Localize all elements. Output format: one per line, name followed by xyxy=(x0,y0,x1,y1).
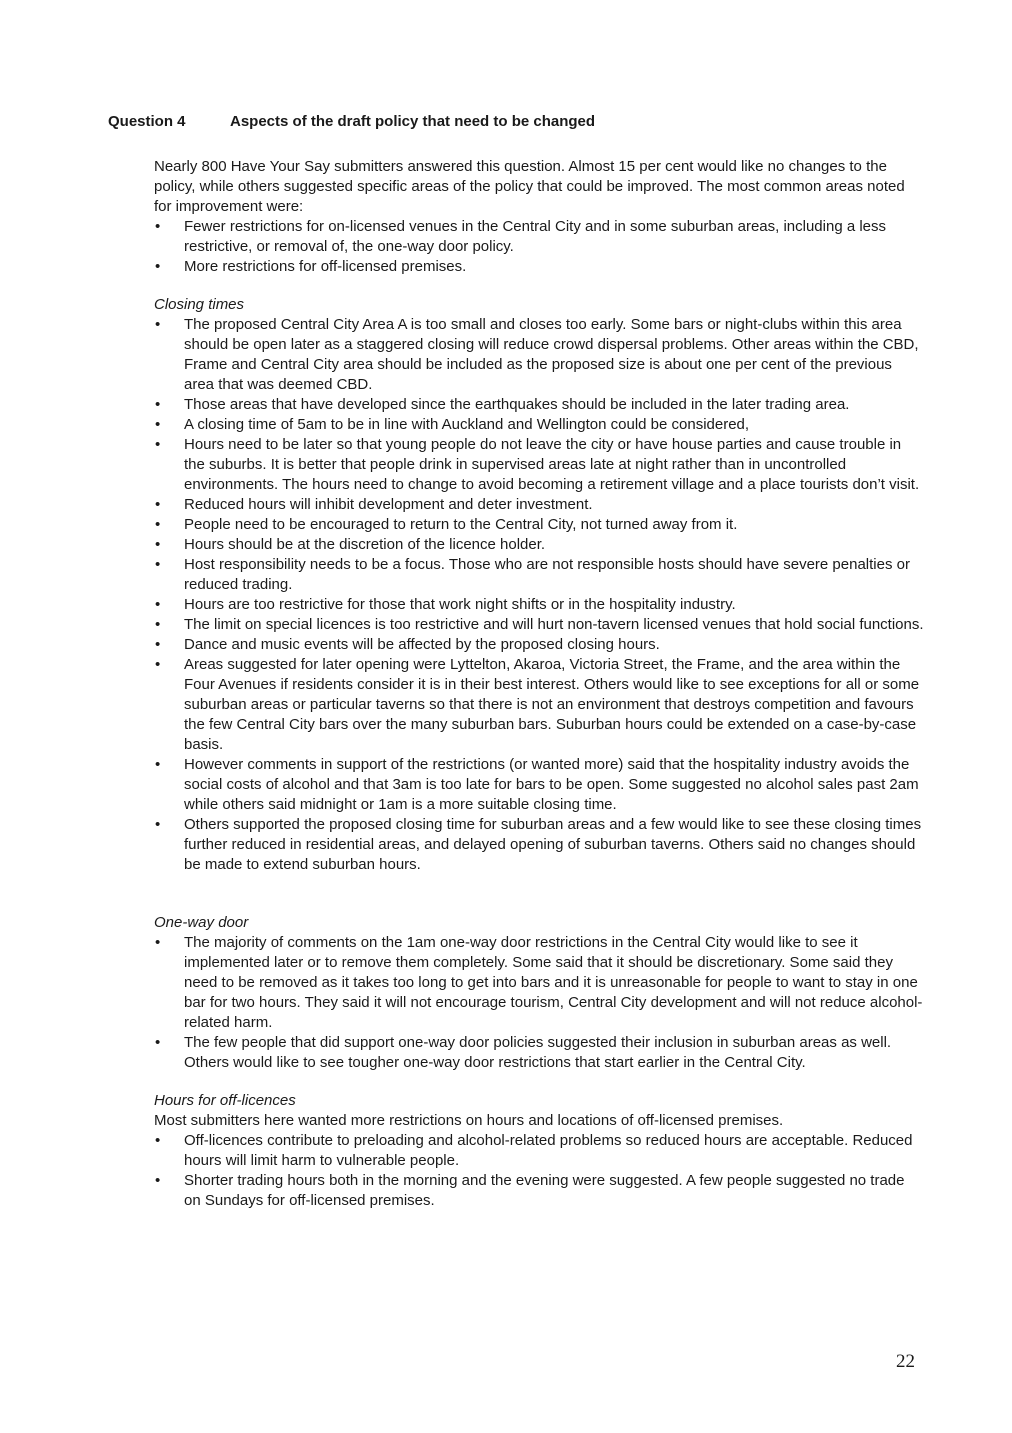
question-title: Aspects of the draft policy that need to be changed xyxy=(230,113,596,130)
intro-paragraph: Nearly 800 Have Your Say submitters answered this question. Almost 15 per cent would like no changes to the policy, while others suggested specific areas of the policy that could be improved. The most common areas noted for improvement were: xyxy=(154,158,905,215)
list-item: • Shorter trading hours both in the morning and the evening were suggested. A few people suggested no trade on Sundays for off-licensed premises. xyxy=(154,1171,924,1211)
list-item: • Areas suggested for later opening were Lyttelton, Akaroa, Victoria Street, the Frame, and the area within the Four Avenues if residents consider it is in their best interest. Others would like to see exceptions for all or some suburban areas or particular taverns so that there is not an environment that destroys competition and favours the few Central City bars over the many suburban bars. Suburban hours could be extended on a case-by-case basis. xyxy=(154,655,924,755)
list-item: • Hours should be at the discretion of the licence holder. xyxy=(154,535,924,555)
list-item: • The proposed Central City Area A is too small and closes too early. Some bars or night-clubs within this area should be open later as a staggered closing will reduce crowd dispersal problems. Other areas within the CBD, Frame and Central City area should be included as the proposed size is about one per cent of the previous area that was deemed CBD. xyxy=(154,315,924,395)
list-item: • Fewer restrictions for on-licensed venues in the Central City and in some suburban areas, including a less restrictive, or removal of, the one-way door policy. xyxy=(154,217,924,257)
list-item: • Reduced hours will inhibit development and deter investment. xyxy=(154,495,924,515)
page-number: 22 xyxy=(896,1351,915,1372)
off-licences-bullet-list xyxy=(154,1131,924,1211)
list-item: • The limit on special licences is too restrictive and will hurt non-tavern licensed venues that hold social functions. xyxy=(154,615,924,635)
list-item: • Host responsibility needs to be a focus. Those who are not responsible hosts should have severe penalties or reduced trading. xyxy=(154,555,924,595)
closing-times-bullet-list xyxy=(154,315,924,875)
question-number: Question 4 xyxy=(108,113,186,130)
one-way-door-subheading: One-way door xyxy=(154,914,249,931)
list-item: • Others supported the proposed closing time for suburban areas and a few would like to see these closing times further reduced in residential areas, and delayed opening of suburban taverns. Others said no changes should be made to extend suburban hours. xyxy=(154,815,924,875)
list-item: • Dance and music events will be affected by the proposed closing hours. xyxy=(154,635,924,655)
list-item: • Those areas that have developed since the earthquakes should be included in the later trading area. xyxy=(154,395,924,415)
off-licences-intro: Most submitters here wanted more restrictions on hours and locations of off-licensed premises. xyxy=(154,1112,784,1129)
document-body xyxy=(154,157,924,1211)
list-item: • However comments in support of the restrictions (or wanted more) said that the hospitality industry avoids the social costs of alcohol and that 3am is too late for bars to be open. Some suggested no alcohol sales past 2am while others said midnight or 1am is a more suitable closing time. xyxy=(154,755,924,815)
list-item: • A closing time of 5am to be in line with Auckland and Wellington could be considered, xyxy=(154,415,924,435)
off-licences-subheading: Hours for off-licences xyxy=(154,1092,296,1109)
question-heading xyxy=(108,113,595,131)
list-item: • People need to be encouraged to return to the Central City, not turned away from it. xyxy=(154,515,924,535)
intro-bullet-list xyxy=(154,217,924,277)
list-item: • Hours need to be later so that young people do not leave the city or have house parties and cause trouble in the suburbs. It is better that people drink in supervised areas late at night rather than in uncontrolled environments. The hours need to change to avoid becoming a retirement village and a place tourists don’t visit. xyxy=(154,435,924,495)
list-item: • The majority of comments on the 1am one-way door restrictions in the Central City would like to see it implemented later or to remove them completely. Some said that it should be discretionary. Some said they need to be removed as it takes too long to get into bars and it is unreasonable for people to want to stay in one bar for two hours. They said it will not encourage tourism, Central City development and will not reduce alcohol-related harm. xyxy=(154,933,924,1033)
one-way-door-bullet-list xyxy=(154,933,924,1073)
closing-times-subheading: Closing times xyxy=(154,296,245,313)
list-item: • Hours are too restrictive for those that work night shifts or in the hospitality industry. xyxy=(154,595,924,615)
list-item: • The few people that did support one-way door policies suggested their inclusion in suburban areas as well. Others would like to see tougher one-way door restrictions that start earlier in the Central City. xyxy=(154,1033,924,1073)
list-item: • More restrictions for off-licensed premises. xyxy=(154,257,924,277)
list-item: • Off-licences contribute to preloading and alcohol-related problems so reduced hours are acceptable. Reduced hours will limit harm to vulnerable people. xyxy=(154,1131,924,1171)
